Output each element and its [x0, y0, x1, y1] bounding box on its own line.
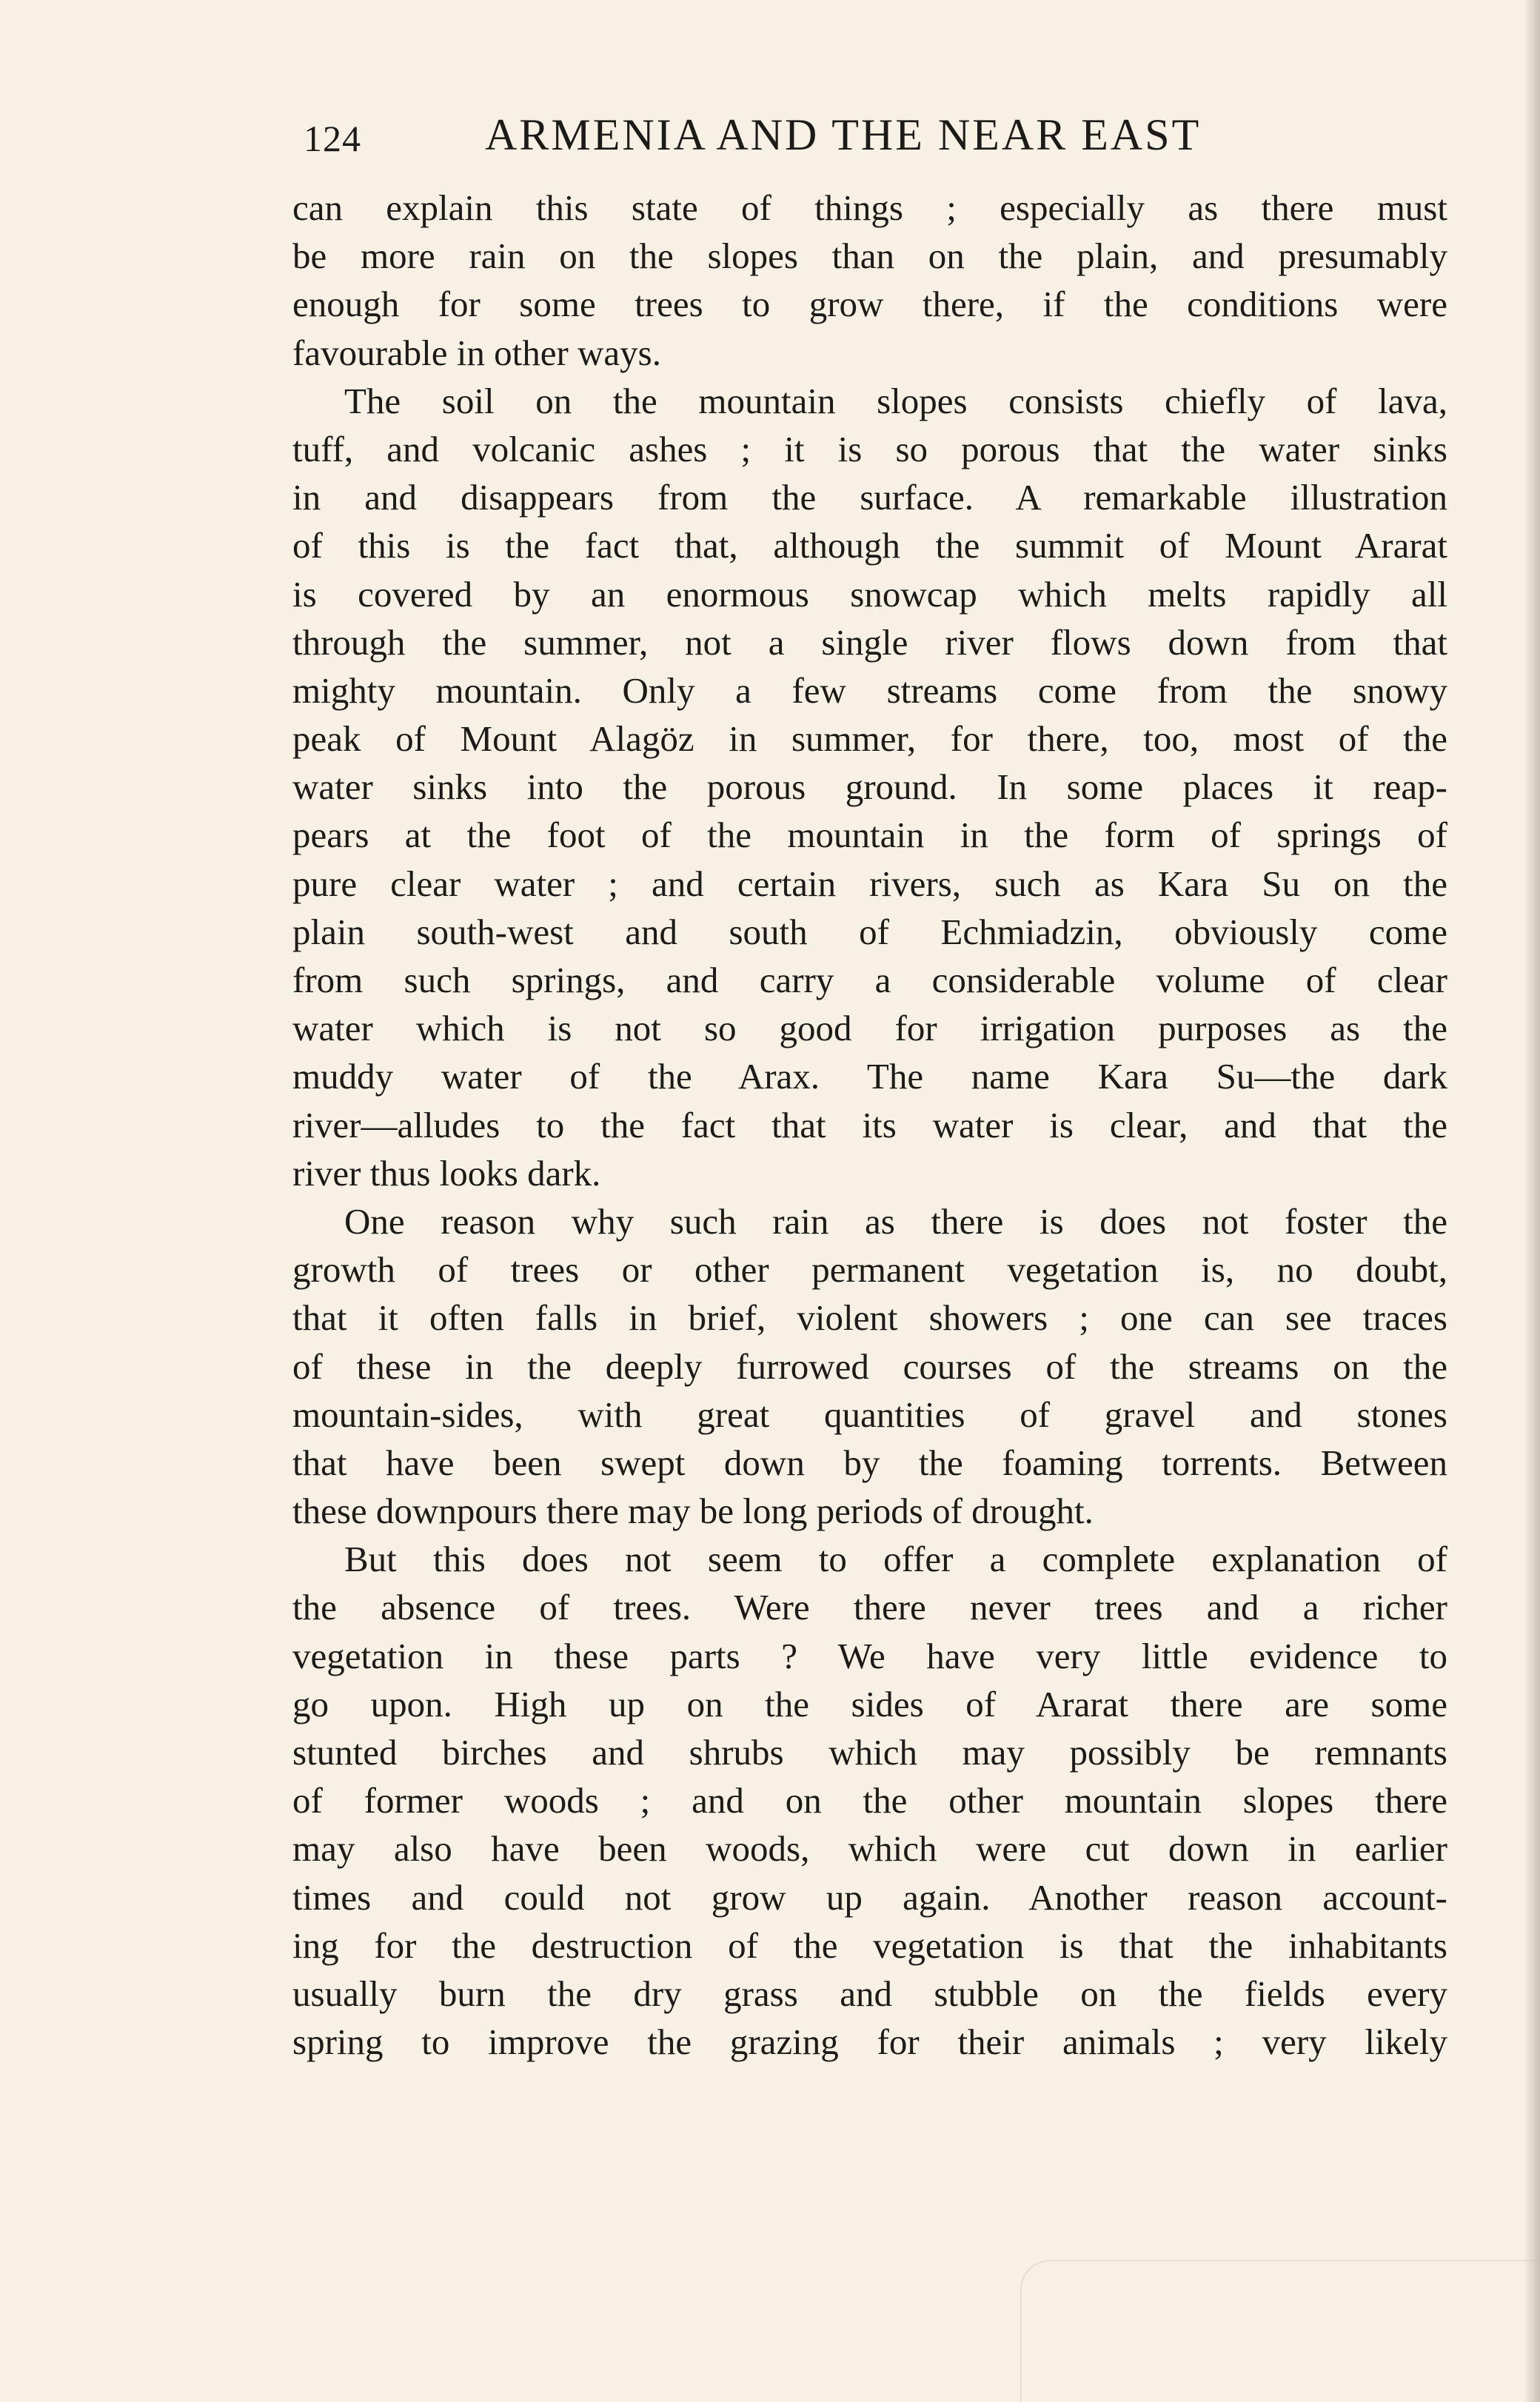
- text-line: go upon. High up on the sides of Ararat there are some: [292, 1683, 1447, 1724]
- text-line: that it often falls in brief, violent showers ; one can see traces: [292, 1297, 1447, 1339]
- text-line: of these in the deeply furrowed courses of the streams on the: [292, 1345, 1447, 1387]
- text-line: river thus looks dark.: [292, 1152, 601, 1194]
- text-line: mountain-sides, with great quantities of gravel and stones: [292, 1394, 1447, 1435]
- text-line: stunted birches and shrubs which may possibly be remnants: [292, 1732, 1447, 1773]
- text-line: tuff, and volcanic ashes ; it is so porous that the water sinks: [292, 428, 1447, 469]
- text-line: water which is not so good for irrigation purposes as the: [292, 1008, 1447, 1049]
- text-line: through the summer, not a single river flows down from that: [292, 621, 1447, 663]
- text-line: The soil on the mountain slopes consists chiefly of lava,: [344, 380, 1447, 421]
- text-line: of former woods ; and on the other mountain slopes there: [292, 1780, 1447, 1821]
- text-line: pure clear water ; and certain rivers, such as Kara Su on the: [292, 863, 1447, 904]
- text-line: from such springs, and carry a considerable volume of clear: [292, 960, 1447, 1000]
- text-line: pears at the foot of the mountain in the form of springs of: [292, 814, 1447, 856]
- text-line: ing for the destruction of the vegetation is that the inhabitants: [292, 1924, 1447, 1966]
- scan-corner-mark: [1020, 2260, 1540, 2402]
- text-line: muddy water of the Arax. The name Kara Su—the dark: [292, 1056, 1447, 1097]
- text-line: of this is the fact that, although the summit of Mount Ararat: [292, 525, 1447, 566]
- text-line: the absence of trees. Were there never trees and a richer: [292, 1587, 1447, 1628]
- text-line: times and could not grow up again. Another reason account-: [292, 1876, 1447, 1918]
- text-line: peak of Mount Alagöz in summer, for there, too, most of the: [292, 718, 1447, 760]
- text-line: enough for some trees to grow there, if the conditions were: [292, 284, 1447, 325]
- body-text: [292, 184, 1447, 2066]
- text-line: mighty mountain. Only a few streams come from the snowy: [292, 669, 1447, 711]
- text-line: may also have been woods, which were cut down in earlier: [292, 1828, 1447, 1870]
- text-line: favourable in other ways.: [292, 332, 661, 373]
- text-line: But this does not seem to offer a complete explanation of: [344, 1539, 1447, 1580]
- text-line: spring to improve the grazing for their animals ; very likely: [292, 2021, 1447, 2063]
- text-line: that have been swept down by the foaming torrents. Between: [292, 1442, 1447, 1483]
- page-number: 124: [304, 118, 361, 159]
- text-line: vegetation in these parts ? We have very little evidence to: [292, 1635, 1447, 1676]
- running-title: ARMENIA AND THE NEAR EAST: [485, 110, 1202, 159]
- page-edge-shadow: [1524, 0, 1540, 2402]
- page-header: [304, 110, 1273, 169]
- text-line: be more rain on the slopes than on the plain, and presumably: [292, 235, 1447, 277]
- text-line: can explain this state of things ; especially as there must: [292, 187, 1447, 228]
- text-line: growth of trees or other permanent vegetation is, no doubt,: [292, 1249, 1447, 1291]
- text-line: One reason why such rain as there is does not foster the: [344, 1200, 1447, 1242]
- text-line: these downpours there may be long periods of drought.: [292, 1491, 1094, 1532]
- text-line: usually burn the dry grass and stubble on the fields every: [292, 1973, 1447, 2014]
- text-line: water sinks into the porous ground. In some places it reap-: [292, 766, 1447, 808]
- text-line: in and disappears from the surface. A remarkable illustration: [292, 477, 1447, 518]
- text-line: is covered by an enormous snowcap which melts rapidly all: [292, 573, 1447, 615]
- text-line: plain south-west and south of Echmiadzin, obviously come: [292, 911, 1447, 952]
- text-line: river—alludes to the fact that its water is clear, and that the: [292, 1104, 1447, 1145]
